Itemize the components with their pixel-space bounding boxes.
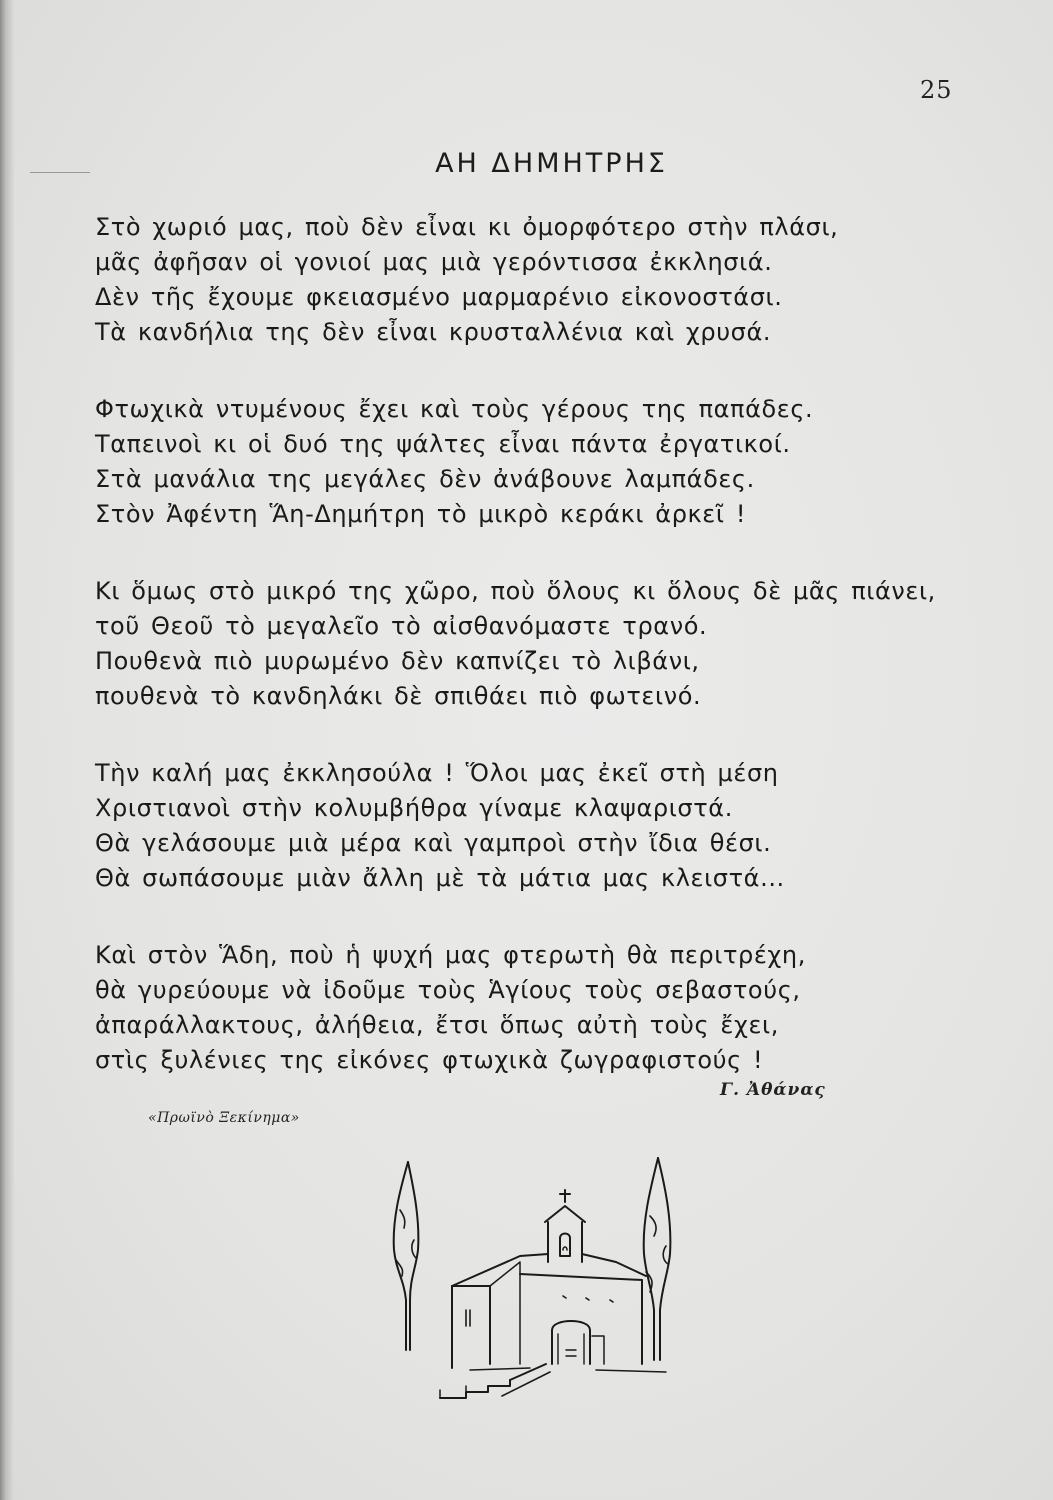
left-cypress-tree [394, 1162, 419, 1350]
church-illustration [370, 1150, 700, 1410]
poem-body [95, 210, 995, 1120]
poem-line: Ταπεινοὶ κι οἱ δυό της ψάλτες εἶναι πάντα ἐργατικοί. [95, 430, 791, 458]
poem-line: Τὴν καλή μας ἐκκλησούλα ! Ὅλοι μας ἐκεῖ στὴ μέση [95, 759, 779, 787]
poem-line: Στὸν Ἀφέντη Ἅη-Δημήτρη τὸ μικρὸ κεράκι ἀρκεῖ ! [95, 500, 747, 528]
poem-line: θὰ γυρεύουμε νὰ ἰδοῦμε τοὺς Ἁγίους τοὺς σεβαστούς, [95, 976, 801, 1004]
poem-line: Τὰ κανδήλια της δὲν εἶναι κρυσταλλένια καὶ χρυσά. [95, 318, 772, 346]
poem-line: πουθενὰ τὸ κανδηλάκι δὲ σπιθάει πιὸ φωτεινό. [95, 682, 702, 710]
poem-line: μᾶς ἀφῆσαν οἱ γονιοί μας μιὰ γερόντισσα ἐκκλησιά. [95, 248, 773, 276]
poem-line: ἀπαράλλακτους, ἀλήθεια, ἔτσι ὅπως αὐτὴ τοὺς ἔχει, [95, 1011, 779, 1039]
poem-title: ΑΗ ΔΗΜΗΤΡΗΣ [435, 148, 668, 179]
poem-line: Στὸ χωριό μας, ποὺ δὲν εἶναι κι ὀμορφότερο στὴν πλάσι, [95, 213, 839, 241]
ground-line [470, 1368, 666, 1372]
bell-tower [545, 1190, 585, 1262]
poem-line: Δὲν τῆς ἔχουμε φκειασμένο μαρμαρένιο εἰκονοστάσι. [95, 283, 783, 311]
poem-line: Πουθενὰ πιὸ μυρωμένο δὲν καπνίζει τὸ λιβάνι, [95, 647, 700, 675]
poem-line: Θὰ γελάσουμε μιὰ μέρα καὶ γαμπροὶ στὴν ἴδια θέσι. [95, 829, 772, 857]
page-number: 25 [920, 76, 953, 104]
source-citation: «Πρωϊνὸ Ξεκίνημα» [148, 1110, 300, 1126]
poem-line: τοῦ Θεοῦ τὸ μεγαλεῖο τὸ αἰσθανόμαστε τρανό. [95, 612, 708, 640]
church-building [452, 1254, 646, 1368]
author-signature: Γ. Ἀθάνας [720, 1080, 826, 1100]
poem-line: Κι ὅμως στὸ μικρό της χῶρο, ποὺ ὅλους κι ὅλους δὲ μᾶς πιάνει, [95, 577, 936, 605]
right-cypress-tree [644, 1158, 671, 1360]
stanza-4 [95, 756, 995, 896]
poem-line: Φτωχικὰ ντυμένους ἔχει καὶ τοὺς γέρους της παπάδες. [95, 395, 814, 423]
poem-line: Χριστιανοὶ στὴν κολυμβήθρα γίναμε κλαψαριστά. [95, 794, 733, 822]
poem-line: Καὶ στὸν Ἅδη, ποὺ ἡ ψυχή μας φτερωτὴ θὰ περιτρέχη, [95, 941, 806, 969]
poem-line: στὶς ξυλένιες της εἰκόνες φτωχικὰ ζωγραφιστούς ! [95, 1046, 764, 1074]
binding-edge [0, 0, 14, 1500]
stanza-5 [95, 938, 995, 1078]
poem-line: Στὰ μανάλια της μεγάλες δὲν ἀνάβουνε λαμπάδες. [95, 465, 755, 493]
poem-line: Θὰ σωπάσουμε μιὰν ἄλλη μὲ τὰ μάτια μας κλειστά... [95, 864, 785, 892]
stanza-1 [95, 210, 995, 350]
stanza-3 [95, 574, 995, 714]
stanza-2 [95, 392, 995, 532]
